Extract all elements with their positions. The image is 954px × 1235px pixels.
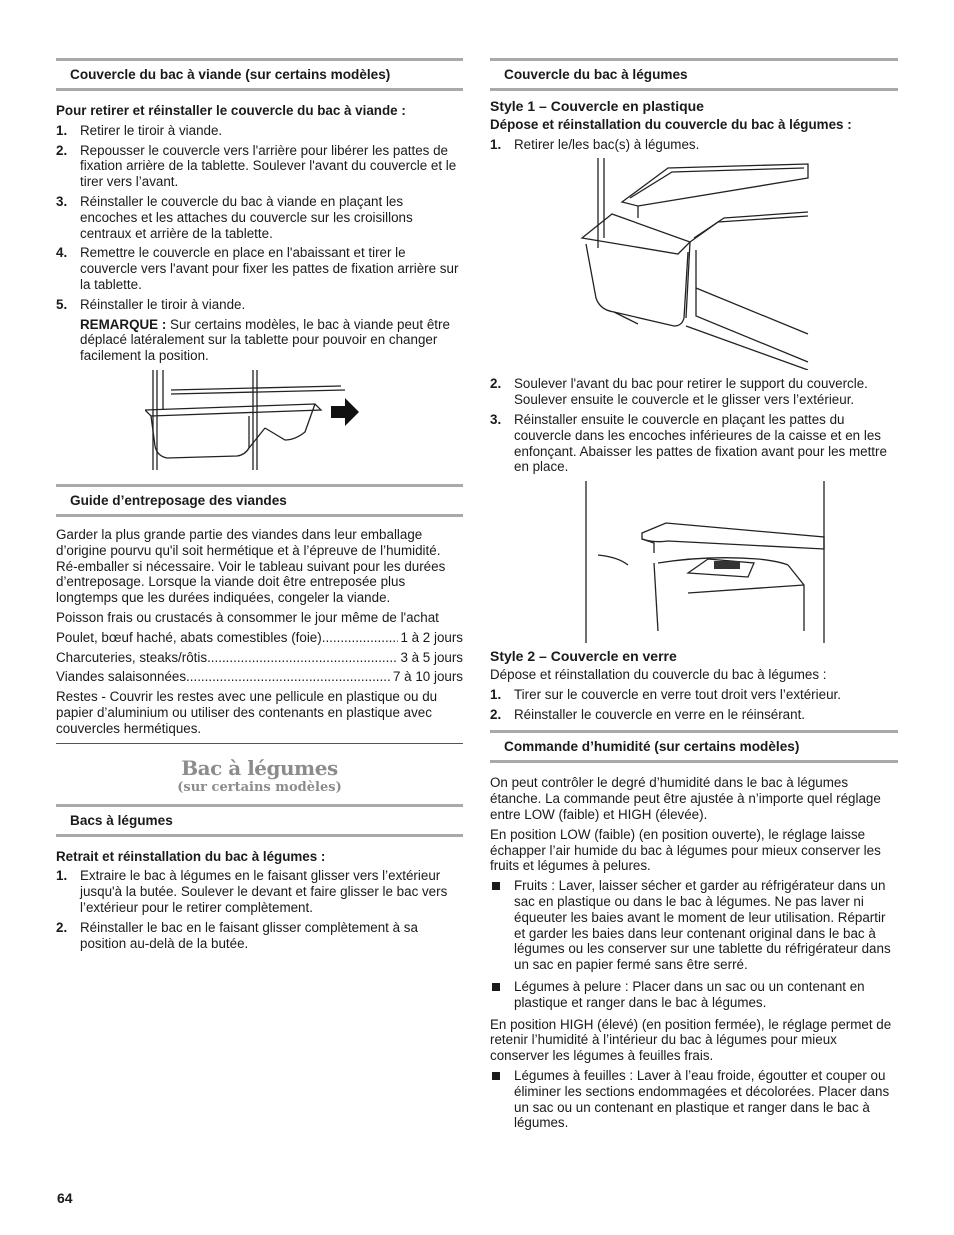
list-item: Légumes à feuilles : Laver à l’eau froide, égoutter et couper ou éliminer les sections endommagées et décolorées. Placer dans un sac ou un contenant en plastique et ranger dans le bac à légumes. (490, 1068, 898, 1131)
style2-title: Style 2 – Couvercle en verre (490, 648, 677, 665)
bullet-square-icon (492, 882, 500, 890)
storage-row: Viandes salaisonnées ..... 7 à 10 jours (56, 669, 463, 685)
crispers-steps (56, 868, 463, 951)
style1-title: Style 1 – Couvercle en plastique (490, 98, 704, 114)
crisper-cover-plastic-illustration (578, 158, 810, 370)
meat-cover-note: REMARQUE : Sur certains modèles, le bac à viande peut être déplacé latéralement sur la tablette pour pouvoir en changer facilement la position. (80, 316, 450, 364)
meat-cover-steps (56, 123, 463, 313)
list-item: Fruits : Laver, laisser sécher et garder au réfrigérateur dans un sac en plastique ou dans le bac à légumes. Ne pas laver ni équeuter les baies avant le moment de leur utilisation. Répartir et garder les baies dans leur contenant original dans le bac à légumes ou les conserver sur une tablette du réfrigérateur dans un sac en papier fermé sans être serré. (490, 878, 898, 973)
meat-cover-intro: Pour retirer et réinstaller le couvercle du bac à viande : (56, 103, 406, 118)
list-item: 3. Réinstaller ensuite le couvercle en plaçant les pattes du couvercle dans les encoches inférieures de la caisse et en les enfonçant. Abaisser les pattes de fixation avant pour les mettre en place. (490, 411, 887, 475)
crispers-heading: Bacs à légumes (56, 804, 463, 837)
section-subtitle: (sur certains modèles) (177, 779, 342, 795)
left-column (56, 58, 463, 955)
storage-row: Charcuteries, steaks/rôtis ..... 3 à 5 jours (56, 650, 463, 666)
list-item: 4. Remettre le couvercle en place en l'abaissant et tirer le couvercle vers l'avant pour fixer les pattes de fixation arrière sur la tablette. (56, 245, 459, 292)
style2-intro: Dépose et réinstallation du couvercle du bac à légumes : (490, 666, 827, 682)
meat-guide-heading: Guide d’entreposage des viandes (56, 484, 463, 517)
list-item: 2. Soulever l'avant du bac pour retirer le support du couvercle. Soulever ensuite le couvercle et le glisser vers l’extérieur. (490, 376, 868, 408)
section-title: Bac à légumes (181, 755, 338, 780)
style1-step1 (490, 137, 898, 153)
crispers-intro: Retrait et réinstallation du bac à légumes : (56, 848, 326, 864)
style1-steps-2-3 (490, 376, 898, 475)
humidity-para3: En position HIGH (élevé) (en position fermée), le réglage permet de retenir l’humidité à l’intérieur du bac à légumes pour mieux conserver les légumes à feuilles frais. (490, 1016, 892, 1064)
meat-cover-heading: Couvercle du bac à viande (sur certains modèles) (56, 58, 463, 91)
list-item: 1. Tirer sur le couvercle en verre tout droit vers l’extérieur. (490, 686, 841, 702)
style2-steps (490, 687, 898, 723)
right-column (490, 58, 898, 1137)
meat-guide-para2: Poisson frais ou crustacés à consommer le jour même de l'achat (56, 609, 439, 625)
bullet-square-icon (492, 1072, 500, 1080)
style1-intro: Dépose et réinstallation du couvercle du bac à légumes : (490, 116, 852, 132)
bullet-square-icon (492, 983, 500, 991)
humidity-low-bullets (490, 878, 898, 1010)
humidity-para2: En position LOW (faible) (en position ouverte), le réglage laisse échapper l’air humide du bac à légumes pour mieux conserver les fruits et légumes à pelures. (490, 826, 881, 874)
meat-guide-para1: Garder la plus grande partie des viandes dans leur emballage d’origine pourvu qu'il soit hermétique et à l’épreuve de l’humidité. Ré-emballer si nécessaire. Voir le tableau suivant pour les durées d’entreposage. Lorsque la viande doit être entreposée plus longtemps que les durées indiquées, congeler la viande. (56, 526, 446, 606)
list-item: 1. Retirer le tiroir à viande. (56, 122, 223, 138)
list-item: 1. Extraire le bac à légumes en le faisant glisser vers l’extérieur jusqu'à la butée. Soulever le devant et faire glisser le bac vers l’extérieur pour le retirer complètement. (56, 868, 448, 915)
list-item: 2. Réinstaller le couvercle en verre en le réinsérant. (490, 706, 806, 722)
page-number: 64 (57, 1190, 73, 1206)
list-item: 1. Retirer le/les bac(s) à légumes. (490, 136, 700, 152)
humidity-heading: Commande d’humidité (sur certains modèles) (490, 730, 898, 763)
list-item: 5. Réinstaller le tiroir à viande. (56, 296, 246, 312)
section-divider (56, 743, 463, 744)
meat-drawer-illustration (145, 370, 375, 478)
humidity-para1: On peut contrôler le degré d’humidité dans le bac à légumes étanche. La commande peut être ajustée à n’importe quel réglage entre LOW (faible) et HIGH (élevée). (490, 775, 881, 822)
meat-guide-para3: Restes - Couvrir les restes avec une pellicule en plastique ou du papier d’aluminium ou utiliser des contenants en plastique avec couvercles hermétiques. (56, 689, 438, 736)
crisper-cover-tabs-illustration (558, 481, 830, 643)
list-item: 2. Réinstaller le bac en le faisant glisser complètement à sa position au-delà de la butée. (56, 919, 418, 951)
humidity-high-bullets (490, 1068, 898, 1131)
list-item: 2. Repousser le couvercle vers l'arrière pour libérer les pattes de fixation arrière de la tablette. Soulever l'avant du couvercle et le tirer vers l’avant. (56, 142, 457, 190)
list-item: 3. Réinstaller le couvercle du bac à viande en plaçant les encoches et les attaches du couvercle sur les croisillons centraux et arrière de la tablette. (56, 193, 413, 241)
storage-row: Poulet, bœuf haché, abats comestibles (foie) ..... 1 à 2 jours (56, 630, 463, 646)
list-item: Légumes à pelure : Placer dans un sac ou un contenant en plastique et ranger dans le bac à légumes. (490, 979, 898, 1011)
crisper-cover-heading: Couvercle du bac à légumes (490, 58, 898, 91)
